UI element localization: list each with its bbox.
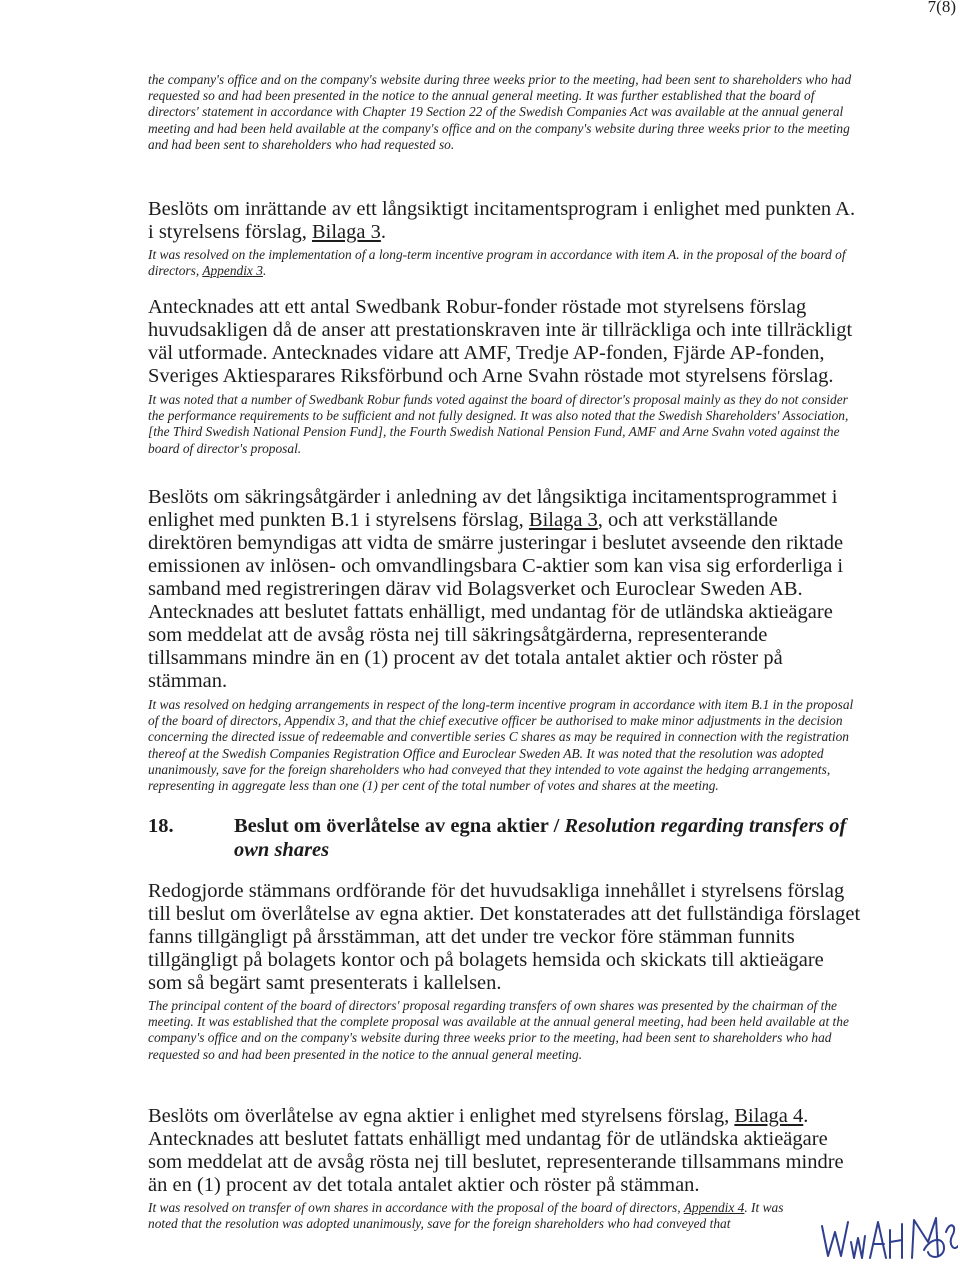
swedish-text: Antecknades att ett antal Swedbank Robur-fonder röstade mot styrelsens förslag huvudsakligen då de anser att prestationskraven inte är tillräckliga och inte tillräckligt väl utformade. Antecknades vidare att AMF, Tredje AP-fonden, Fjärde AP-fonden, Sveriges Aktiesparares Riksförbund och Arne Svahn röstade mot styrelsens förslag. bbox=[148, 296, 853, 387]
swedish-text: Beslöts om säkringsåtgärder i anledning av det långsiktiga incitamentsprogrammet i enlighet med punkten B.1 i styrelsens förslag, Bilaga 3, och att verkställande direktören bemyndigas att vidta de smärre justeringar i beslutet avseende den riktade emissionen av inlösen- och omvandlingsbara C-aktier som kan visa sig erforderliga i samband med registreringen därav vid Bolagsverket och Euroclear Sweden AB. Antecknades att beslutet fattats enhälligt, med undantag för de utländska aktieägare som meddelat att de avsåg rösta nej till säkringsåtgärderna, representerande tillsammans mindre än en (1) procent av det totala antalet aktier och röster på stämman. bbox=[148, 486, 844, 692]
page-number: 7(8) bbox=[927, 0, 956, 16]
english-translation: It was resolved on the implementation of a long-term incentive program in accordance with item A. in the proposal of the board of directors, Appendix 3. bbox=[148, 247, 846, 279]
english-translation: The principal content of the board of directors' proposal regarding transfers of own shares was presented by the chairman of the meeting. It was established that the complete proposal was available at the annual general meeting, had been held available at the company's office and on the company's website during three weeks prior to the meeting, had been sent to shareholders who had requested so and had been presented in the notice to the annual general meeting. bbox=[148, 998, 849, 1062]
english-translation-paragraph: the company's office and on the company's website during three weeks prior to the meeting, had been sent to shareholders who had requested so and had been presented in the notice to the annual general meeting. It was further established that the board of directors' statement in accordance with Chapter 19 Section 22 of the Swedish Companies Act was available at the annual general meeting and had been held available at the company's office and on the company's website during three weeks prior to the meeting and had been sent to shareholders who had requested so. bbox=[148, 72, 852, 152]
resolution-transfer-own-shares bbox=[148, 1105, 863, 1232]
appendix-link[interactable]: Bilaga 3 bbox=[528, 509, 598, 531]
section-title: Beslut om överlåtelse av egna aktier / Resolution regarding transfers of own shares bbox=[234, 815, 847, 861]
chairman-presentation bbox=[148, 880, 863, 1063]
swedish-text: Beslöts om inrättande av ett långsiktigt incitamentsprogram i enlighet med punkten A. i styrelsens förslag, Bilaga 3. bbox=[148, 198, 856, 243]
section-title-english: Resolution regarding transfers of own shares bbox=[234, 815, 847, 861]
appendix-link[interactable]: Bilaga 3 bbox=[311, 221, 381, 243]
handwritten-initials-signature bbox=[818, 1212, 958, 1270]
note-votes-against bbox=[148, 296, 863, 457]
english-translation: It was resolved on hedging arrangements in respect of the long-term incentive program in accordance with item B.1 in the proposal of the board of directors, Appendix 3, and that the chief executive officer be authorised to make minor adjustments in the decision concerning the directed issue of redeemable and convertible series C shares as may be required in connection with the registration thereof at the Swedish Companies Registration Office and Euroclear Sweden AB. It was noted that the resolution was adopted unanimously, save for the foreign shareholders who had conveyed that they intended to vote against the hedging arrangements, representing in aggregate less than one (1) per cent of the total number of votes and shares at the meeting. bbox=[148, 697, 854, 794]
swedish-text: Redogjorde stämmans ordförande för det huvudsakliga innehållet i styrelsens förslag till beslut om överlåtelse av egna aktier. Det konstaterades att det fullständiga förslaget fanns tillgängligt på årsstämman, att det under tre veckor före stämman funnits tillgängligt på bolagets kontor och på bolagets hemsida och skickats till aktieägare som så begärt samt presenterats i kallelsen. bbox=[148, 880, 861, 994]
appendix-link[interactable]: Appendix 3 bbox=[202, 263, 263, 279]
appendix-link[interactable]: Bilaga 4 bbox=[734, 1105, 804, 1127]
english-translation: It was resolved on transfer of own shares in accordance with the proposal of the board of directors, Appendix 4. It was noted that the resolution was adopted unanimously, save for the foreign shareholders who had conveyed that bbox=[148, 1200, 784, 1232]
section-number: 18. bbox=[148, 815, 174, 837]
appendix-link[interactable]: Appendix 4 bbox=[683, 1200, 745, 1215]
english-translation: It was noted that a number of Swedbank Robur funds voted against the board of director's proposal mainly as they do not consider the performance requirements to be sufficient and not fully designed. It was also noted that the Swedish Shareholders' Association, [the Third Swedish National Pension Fund], the Fourth Swedish National Pension Fund, AMF and Arne Svahn voted against the board of director's proposal. bbox=[148, 392, 849, 456]
resolution-hedging-arrangements bbox=[148, 486, 863, 794]
swedish-text: Beslöts om överlåtelse av egna aktier i enlighet med styrelsens förslag, Bilaga 4. Antecknades att beslutet fattats enhälligt med undantag för de utländska aktieägare som meddelat att de avsåg rösta nej till beslutet, representerande tillsammans mindre än en (1) procent av det totala antalet aktier och röster på stämman. bbox=[148, 1105, 844, 1196]
resolution-incentive-program bbox=[148, 198, 863, 279]
